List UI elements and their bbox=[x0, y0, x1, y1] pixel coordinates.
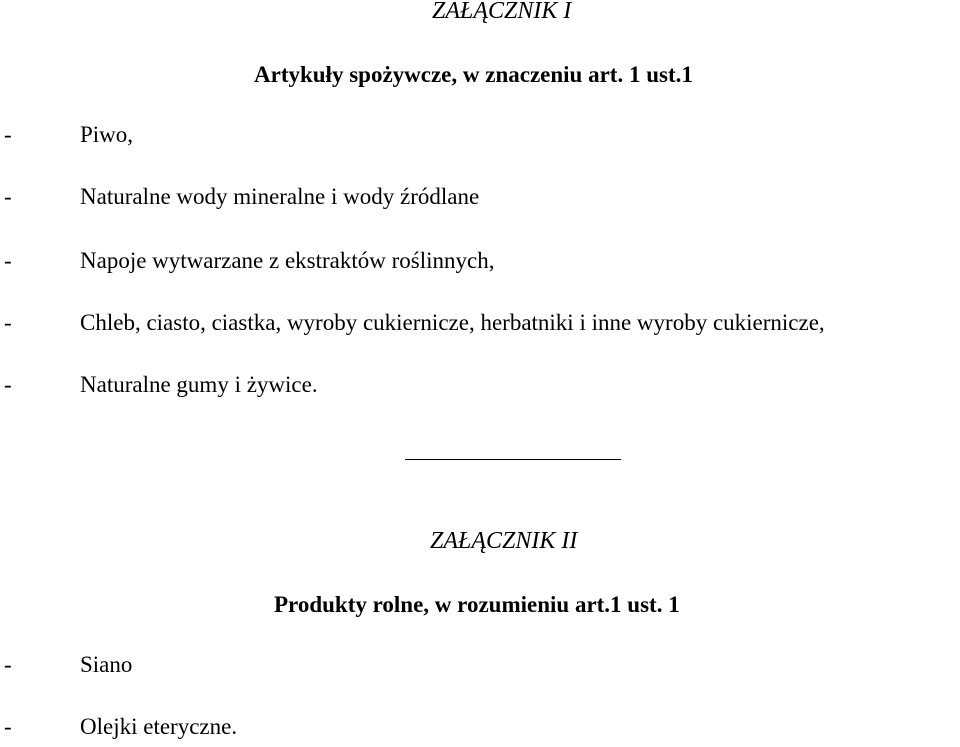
list-item-text: Siano bbox=[80, 652, 133, 677]
list-dash: - bbox=[4, 372, 12, 397]
annex2-subtitle: Produkty rolne, w rozumieniu art.1 ust. 1 bbox=[274, 592, 680, 617]
list-dash: - bbox=[4, 184, 12, 209]
list-item-text: Chleb, ciasto, ciastka, wyroby cukiernicze, herbatniki i inne wyroby cukiernicze, bbox=[80, 310, 825, 335]
annex1-title: ZAŁĄCZNIK I bbox=[432, 0, 572, 24]
list-dash: - bbox=[4, 310, 12, 335]
list-item-text: Olejki eteryczne. bbox=[80, 714, 238, 739]
list-item-text: Naturalne wody mineralne i wody źródlane bbox=[80, 184, 480, 209]
list-dash: - bbox=[4, 714, 12, 739]
annex1-subtitle: Artykuły spożywcze, w znaczeniu art. 1 ust.1 bbox=[254, 62, 693, 87]
list-item-text: Napoje wytwarzane z ekstraktów roślinnych, bbox=[80, 248, 495, 273]
list-item-text: Piwo, bbox=[80, 122, 134, 147]
annex2-title: ZAŁĄCZNIK II bbox=[430, 528, 578, 554]
list-dash: - bbox=[4, 122, 12, 147]
list-dash: - bbox=[4, 248, 12, 273]
list-item-text: Naturalne gumy i żywice. bbox=[80, 372, 318, 397]
list-dash: - bbox=[4, 652, 12, 677]
section-divider bbox=[405, 459, 621, 460]
